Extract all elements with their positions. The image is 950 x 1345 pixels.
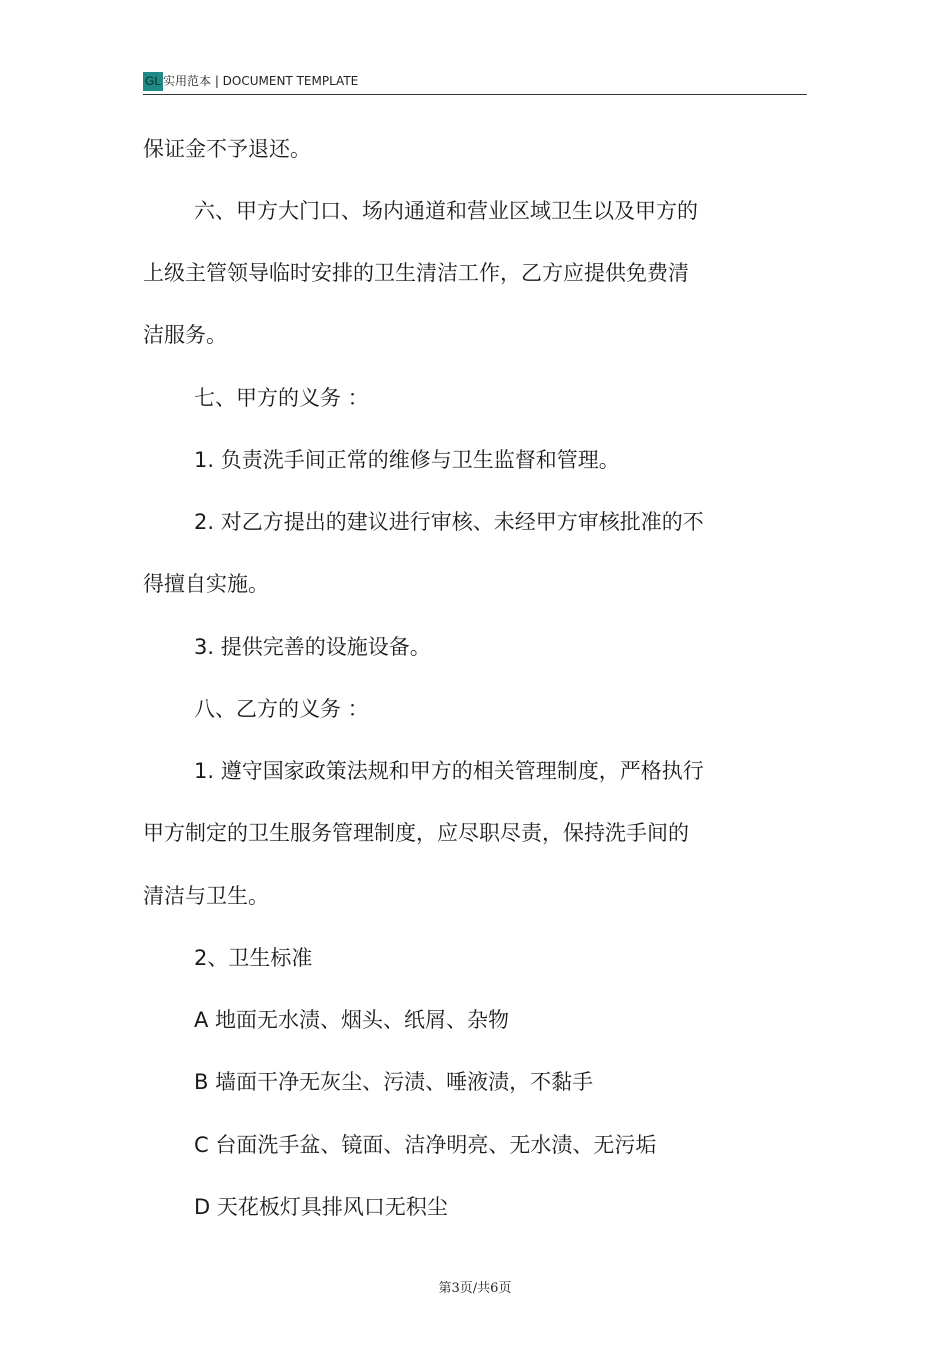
text-line: D 天花板灯具排风口无积尘	[194, 1195, 448, 1219]
text-line: B 墙面干净无灰尘、污渍、唾液渍，不黏手	[194, 1070, 594, 1094]
text-line: 六、甲方大门口、场内通道和营业区域卫生以及甲方的	[194, 199, 698, 223]
text-line: 3. 提供完善的设施设备。	[194, 635, 431, 659]
text-line: 七、甲方的义务 ：	[194, 386, 369, 410]
text-line: 保证金不予退还。	[143, 137, 311, 161]
text-line: 2、卫生标准	[194, 946, 313, 970]
text-line: 清洁与卫生。	[143, 884, 269, 908]
text-line: 1. 遵守国家政策法规和甲方的相关管理制度，严格执行	[194, 759, 704, 783]
text-line: 洁服务。	[143, 323, 227, 347]
text-line: 2. 对乙方提出的建议进行审核、未经甲方审核批准的不	[194, 510, 704, 534]
text-line: 得擅自实施。	[143, 572, 269, 596]
text-line: 甲方制定的卫生服务管理制度，应尽职尽责，保持洗手间的	[143, 821, 689, 845]
text-line: 八、乙方的义务 ：	[194, 697, 369, 721]
text-line: 1. 负责洗手间正常的维修与卫生监督和管理。	[194, 448, 620, 472]
text-line: A 地面无水渍、烟头、纸屑、杂物	[194, 1008, 510, 1032]
page-header	[143, 70, 807, 95]
gl-logo: GL	[143, 72, 163, 91]
page-number: 第3页/共6页	[438, 1281, 512, 1296]
text-line: 上级主管领导临时安排的卫生清洁工作，乙方应提供免费清	[143, 261, 689, 285]
text-line: C 台面洗手盆、镜面、洁净明亮、无水渍、无污垢	[194, 1133, 657, 1157]
header-title: 实用范本 | DOCUMENT TEMPLATE	[163, 74, 359, 88]
